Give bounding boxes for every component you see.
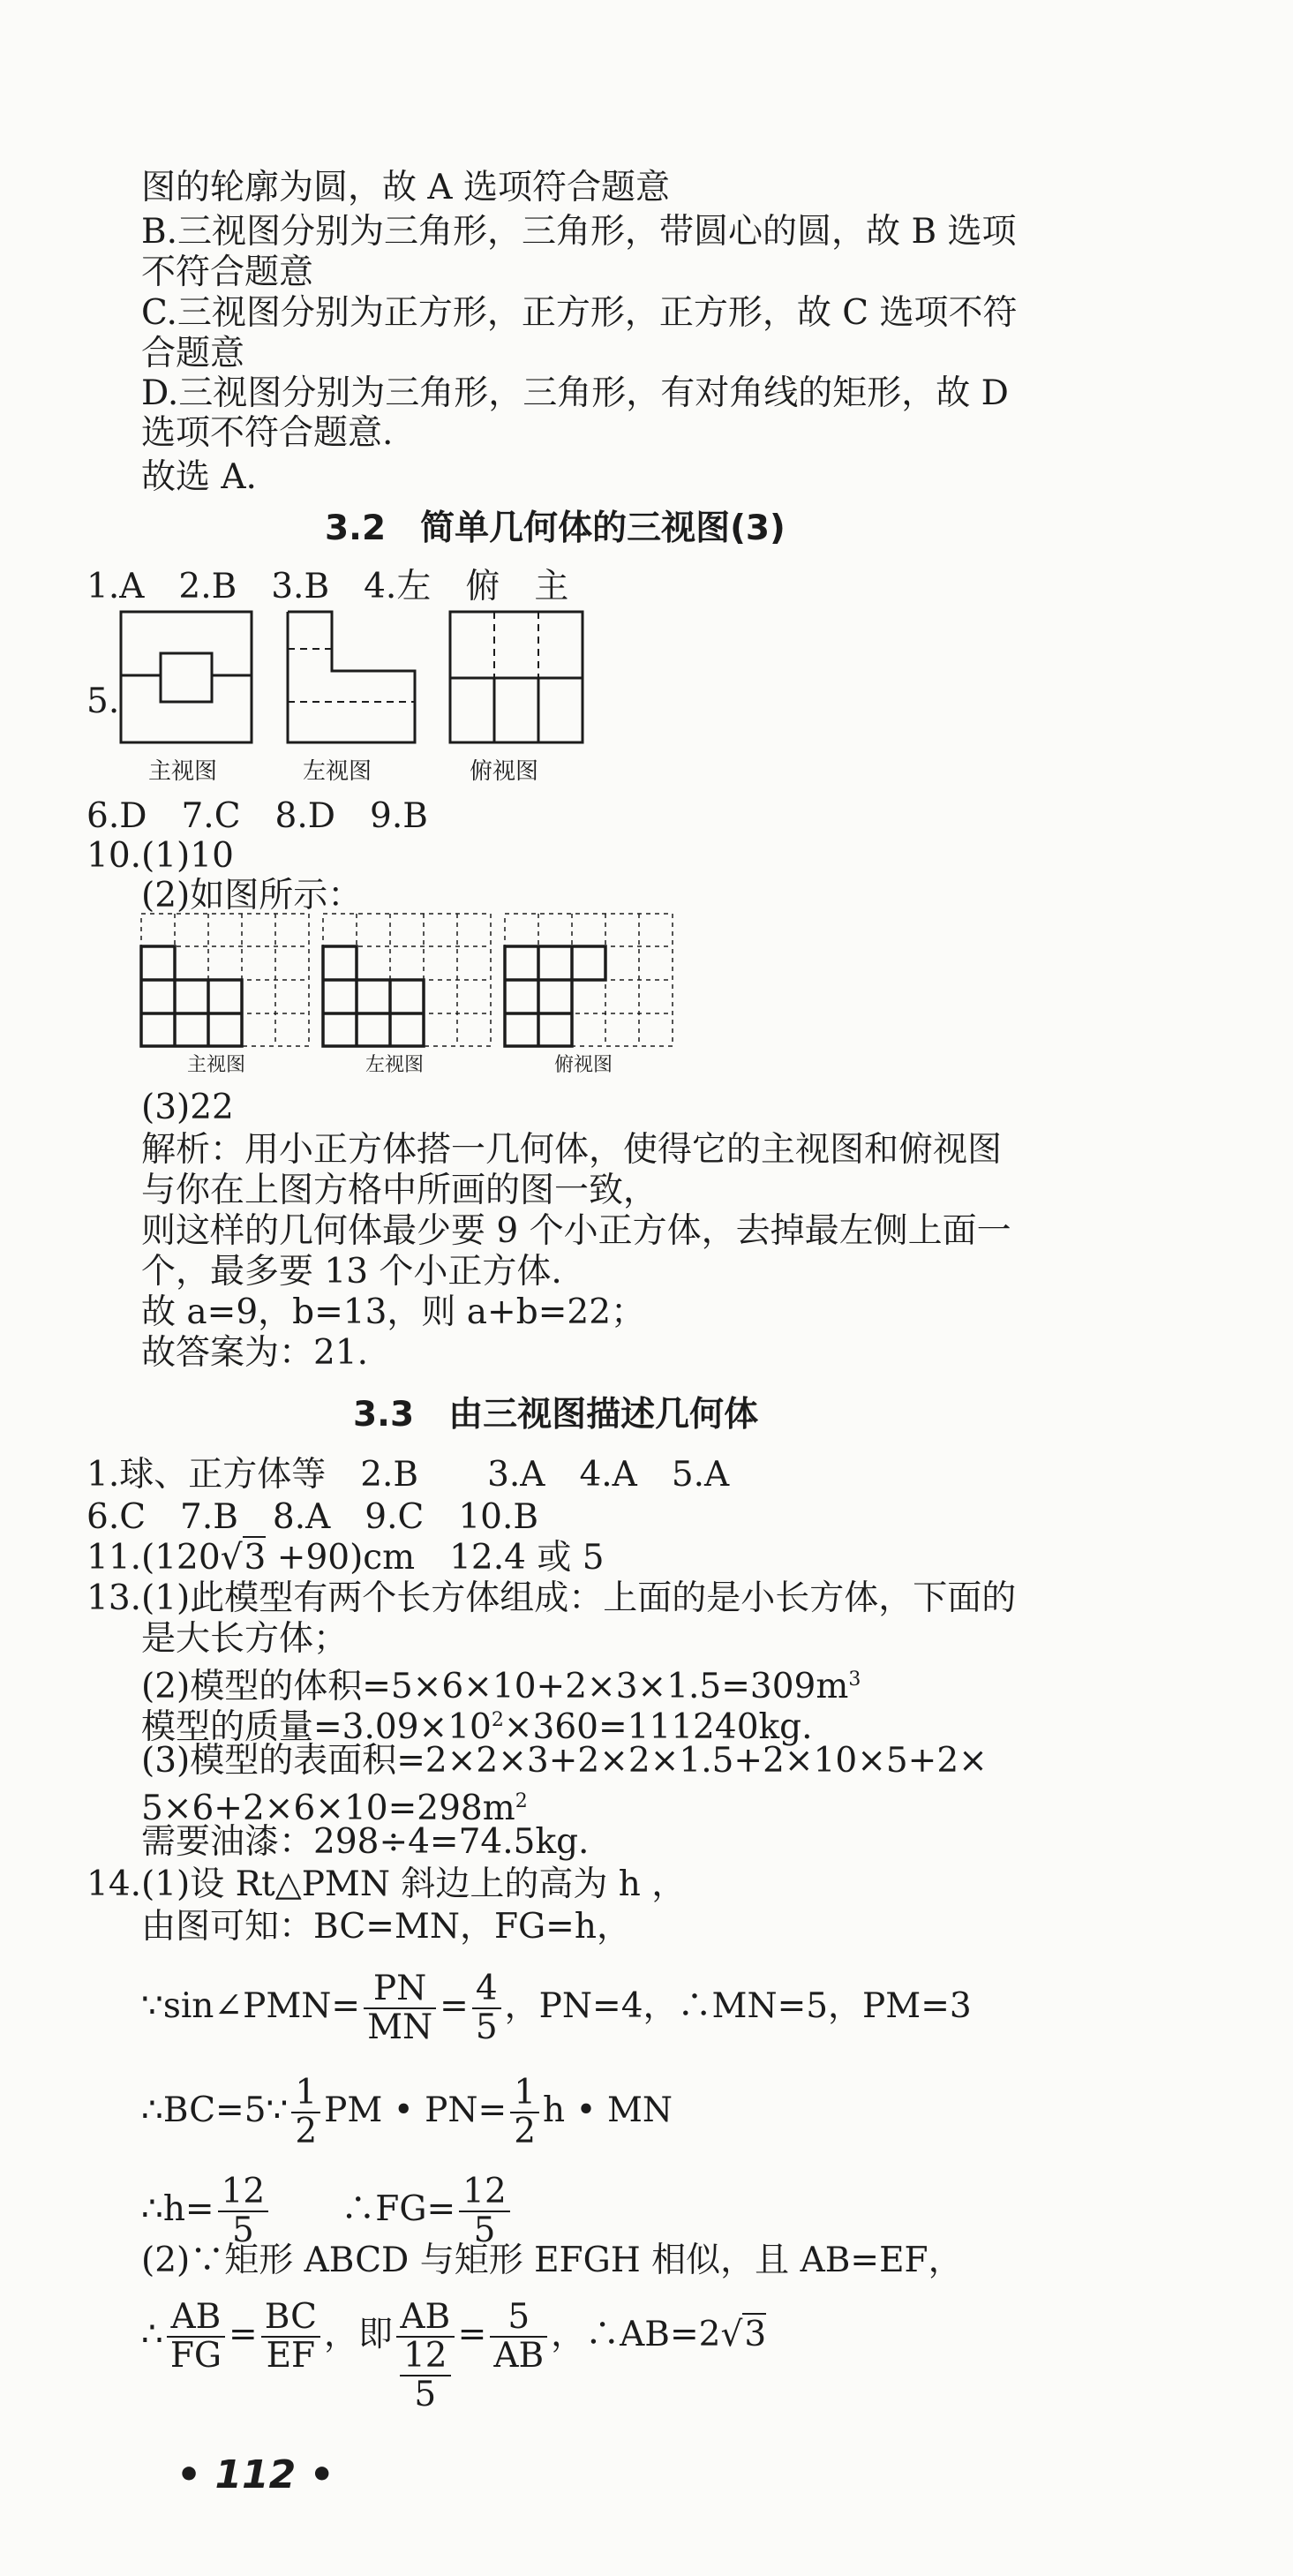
- text-line: 合题意: [141, 334, 245, 373]
- answer-line: (2)模型的体积$=5\times 6\times 10+2\times 3\times 1.5=309m^3$: [141, 1667, 861, 1706]
- fraction: $\frac{5}{AB}$: [490, 2299, 547, 2375]
- answer-line: 模型的质量$=3.09\times 10^2\times 360=111240kg$.: [141, 1707, 813, 1747]
- answer-line: 1.球、正方体等 2.B 3.A 4.A 5.A: [86, 1455, 730, 1495]
- analysis-line: 解析：用小正方体搭一几何体，使得它的主视图和俯视图: [141, 1130, 1003, 1170]
- fraction: $\frac{4}{5}$: [472, 1970, 501, 2046]
- grid-views-diagram: [0, 0, 1293, 1148]
- answer-line: (2)∵矩形 ABCD 与矩形 EFGH 相似，且 AB=EF，: [141, 2241, 963, 2280]
- fraction: $\frac{AB}{\frac{12}{5}}$: [396, 2299, 455, 2414]
- formula-line: ∵sin∠PMN= $\frac{PN}{MN}$ = $\frac{4}{5}$ ，PN=4，∴MN=5，PM=3: [141, 1969, 972, 2047]
- text-line: C.三视图分别为正方形，正方形，正方形，故 C 选项不符: [141, 293, 1018, 333]
- page-number: • 112 •: [177, 2452, 335, 2497]
- answer-line: 14.(1)设 Rt△PMN 斜边上的高为 h ，: [86, 1864, 687, 1904]
- section-heading: 3.3 由三视图描述几何体: [353, 1395, 759, 1435]
- analysis-line: 故 a=9，b=13，则 a+b=22；: [141, 1292, 646, 1332]
- analysis-line: 个，最多要 13 个小正方体.: [141, 1252, 562, 1292]
- fraction: $\frac{12}{5}$: [400, 2338, 451, 2414]
- formula-line: ∴h= $\frac{12}{5}$ ∴FG= $\frac{12}{5}$: [141, 2173, 514, 2249]
- grid-caption: 俯视图: [554, 1054, 613, 1076]
- grid-caption: 主视图: [187, 1054, 246, 1076]
- view-caption: 主视图: [148, 758, 218, 785]
- analysis-line: 则这样的几何体最少要 9 个小正方体，去掉最左侧上面一: [141, 1211, 1011, 1251]
- fraction: $\frac{1}{2}$: [291, 2075, 320, 2150]
- text-line: 图的轮廓为圆，故 A 选项符合题意: [141, 168, 670, 207]
- answer-line: (2)如图所示：: [141, 876, 363, 915]
- answer-line: (3)22: [141, 1088, 234, 1127]
- fraction: $\frac{PN}{MN}$: [364, 1970, 436, 2046]
- view-caption: 俯视图: [470, 758, 539, 785]
- answer-line: 需要油漆：298÷4=74.5kg.: [141, 1822, 590, 1862]
- answer-line: 6.D 7.C 8.D 9.B: [86, 796, 428, 836]
- fraction: $\frac{AB}{FG}$: [167, 2299, 225, 2375]
- text-line: 故选 A.: [141, 457, 257, 497]
- answer-line: 11.(120√3 +90)cm 12.4 或 5: [86, 1538, 605, 1578]
- analysis-line: 故答案为：21.: [141, 1333, 369, 1373]
- text-line: 选项不符合题意.: [141, 413, 394, 453]
- answer-line: $5\times 6+2\times 6\times 10=298m^2$: [141, 1789, 528, 1828]
- text-line: B.三视图分别为三角形，三角形，带圆心的圆，故 B 选项: [141, 212, 1017, 252]
- answer-line: 10.(1)10: [86, 836, 234, 876]
- answer-line: 1.A 2.B 3.B 4.左 俯 主: [86, 567, 569, 606]
- formula-line: ∴ $\frac{AB}{FG}$ = $\frac{BC}{EF}$ ，即 $\frac{AB}{\frac{12}{5}}$ = $\frac{5}{AB}$ ，∴AB=2√3: [141, 2297, 767, 2414]
- fraction: $\frac{1}{2}$: [510, 2075, 539, 2150]
- answer-line: 是大长方体；: [141, 1619, 349, 1659]
- grid-caption: 左视图: [365, 1054, 425, 1076]
- answer-line: (3)模型的表面积=2×2×3+2×2×1.5+2×10×5+2×: [141, 1741, 988, 1781]
- question-number: 5.: [86, 682, 120, 721]
- formula-line: ∴BC=5∵ $\frac{1}{2}$ PM • PN= $\frac{1}{2}$ h • MN: [141, 2073, 673, 2151]
- analysis-line: 与你在上图方格中所画的图一致，: [141, 1171, 658, 1210]
- answer-line: 13.(1)此模型有两个长方体组成：上面的是小长方体，下面的: [86, 1578, 1017, 1618]
- fraction: $\frac{12}{5}$: [218, 2173, 269, 2249]
- view-caption: 左视图: [303, 758, 372, 785]
- fraction: $\frac{BC}{EF}$: [261, 2299, 320, 2375]
- fraction: $\frac{12}{5}$: [459, 2173, 510, 2249]
- text-line: D.三视图分别为三角形，三角形，有对角线的矩形，故 D: [141, 373, 1009, 413]
- answer-line: 由图可知：BC=MN，FG=h，: [141, 1907, 631, 1947]
- text-line: 不符合题意: [141, 252, 314, 292]
- section-heading: 3.2 简单几何体的三视图(3): [325, 508, 786, 548]
- answer-line: 6.C 7.B 8.A 9.C 10.B: [86, 1497, 539, 1537]
